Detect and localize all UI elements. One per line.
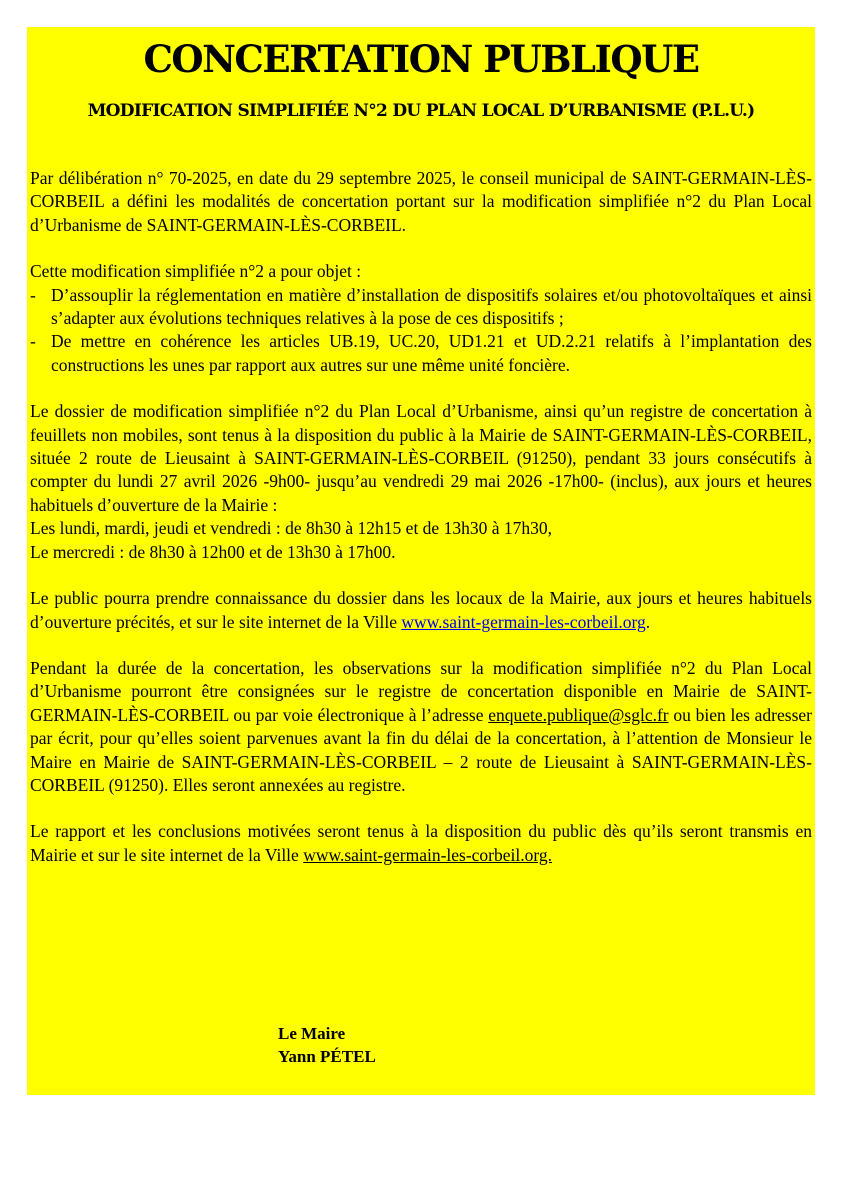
- list-item-text: De mettre en cohérence les articles UB.19, UC.20, UD1.21 et UD.2.21 relatifs à l’implantation des constructions les unes par rapport aux autres sur une même unité foncière.: [51, 331, 812, 375]
- notice-body: [30, 167, 812, 867]
- list-dash: -: [30, 284, 36, 305]
- list-item: [30, 330, 812, 377]
- hours-weekdays: Les lundi, mardi, jeudi et vendredi : de 8h30 à 12h15 et de 13h30 à 17h30,: [30, 518, 552, 539]
- city-website-link[interactable]: www.saint-germain-les-corbeil.org: [401, 611, 646, 632]
- rapport-paragraph: [30, 820, 812, 867]
- dossier-paragraph: Le dossier de modification simplifiée n°2 du Plan Local d’Urbanisme, ainsi qu’un registre de concertation à feuillets non mobiles, sont tenus à la disposition du public à la Mairie de SAINT-GERMAIN-LÈS-CORBEIL, située 2 route de Lieusaint à SAINT-GERMAIN-LÈS-CORBEIL (91250), pendant 33 jours consécutifs à compter du lundi 27 avril 2026 -9h00- jusqu’au vendredi 29 mai 2026 -17h00- (inclus), aux jours et heures habituels d’ouverture de la Mairie :: [30, 401, 812, 515]
- objet-list: [30, 284, 812, 378]
- hours-wednesday: Le mercredi : de 8h30 à 12h00 et de 13h30 à 17h00.: [30, 541, 396, 562]
- list-dash: -: [30, 331, 36, 352]
- notice-subtitle: MODIFICATION SIMPLIFIÉE N°2 DU PLAN LOCAL D’URBANISME (P.L.U.): [87, 101, 755, 121]
- observations-text: Pendant la durée de la concertation, les observations sur la modification simplifiée n°2 du Plan Local d’Urbanisme pourront être consignées sur le registre de concertation disponible en Mairie de SAINT-GERMAIN-LÈS-CORBEIL ou par voie électronique à l’adresse: [30, 657, 812, 725]
- observations-end: ou bien les adresser par écrit, pour qu’elles soient parvenues avant la fin du délai de la concertation, à l’attention de Monsieur le Maire en Mairie de SAINT-GERMAIN-LÈS-CORBEIL – 2 route de Lieusaint à SAINT-GERMAIN-LÈS-CORBEIL (91250). Elles seront annexées au registre.: [30, 704, 812, 795]
- signature-block: [278, 1022, 376, 1068]
- objet-intro: Cette modification simplifiée n°2 a pour objet :: [30, 261, 362, 282]
- public-paragraph: [30, 587, 812, 634]
- mayor-title: Le Maire: [278, 1024, 346, 1043]
- rapport-text: Le rapport et les conclusions motivées seront tenus à la disposition du public dès qu’ils seront transmis en Mairie et sur le site internet de la Ville: [30, 821, 812, 865]
- email-link[interactable]: enquete.publique@sglc.fr: [488, 704, 669, 725]
- public-end: .: [645, 611, 651, 632]
- mayor-name: Yann PÉTEL: [278, 1047, 376, 1066]
- notice-title: CONCERTATION PUBLIQUE: [143, 37, 699, 81]
- public-notice: [27, 27, 815, 1095]
- observations-paragraph: [30, 657, 812, 797]
- list-item: [30, 284, 812, 331]
- public-text: Le public pourra prendre connaissance du dossier dans les locaux de la Mairie, aux jours et heures habituels d’ouverture précités, et sur le site internet de la Ville: [30, 588, 812, 632]
- deliberation-paragraph: Par délibération n° 70-2025, en date du 29 septembre 2025, le conseil municipal de SAINT-GERMAIN-LÈS-CORBEIL a défini les modalités de concertation portant sur la modification simplifiée n°2 du Plan Local d’Urbanisme de SAINT-GERMAIN-LÈS-CORBEIL.: [30, 168, 812, 235]
- list-item-text: D’assouplir la réglementation en matière d’installation de dispositifs solaires et/ou photovoltaïques et ainsi s’adapter aux évolutions techniques relatives à la pose de ces dispositifs ;: [51, 284, 812, 329]
- city-website-link-2[interactable]: www.saint-germain-les-corbeil.org.: [303, 844, 553, 865]
